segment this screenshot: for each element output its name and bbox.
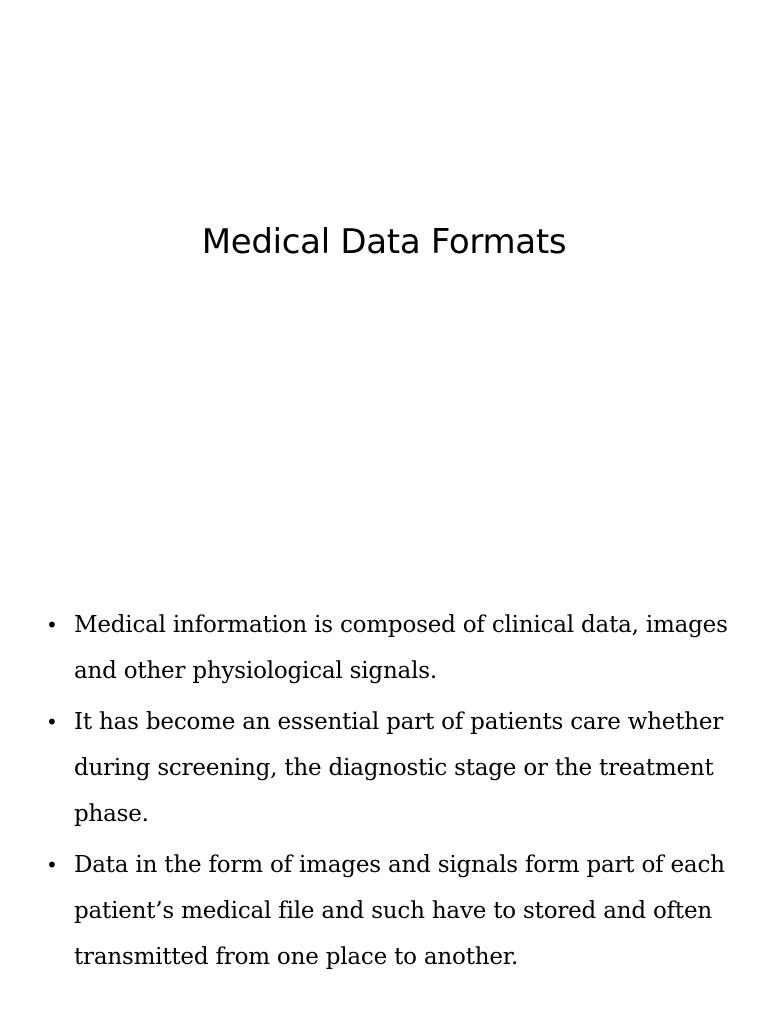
bullet-item: [46, 602, 746, 694]
bullet-dot-icon: •: [46, 710, 58, 734]
bullet-item: [46, 699, 746, 837]
bullet-text: It has become an essential part of patients care whether during screening, the diagnostic stage or the treatment phase.: [74, 709, 724, 827]
bullet-text: Medical information is composed of clinical data, images and other physiological signals.: [74, 612, 728, 684]
bullet-list: [46, 602, 746, 985]
bullet-item: [46, 842, 746, 980]
bullet-text: Data in the form of images and signals form part of each patient’s medical file and such have to stored and often transmitted from one place to another.: [74, 852, 725, 970]
slide-title: Medical Data Formats: [201, 222, 567, 262]
bullet-dot-icon: •: [46, 853, 58, 877]
bullet-dot-icon: •: [46, 613, 58, 637]
